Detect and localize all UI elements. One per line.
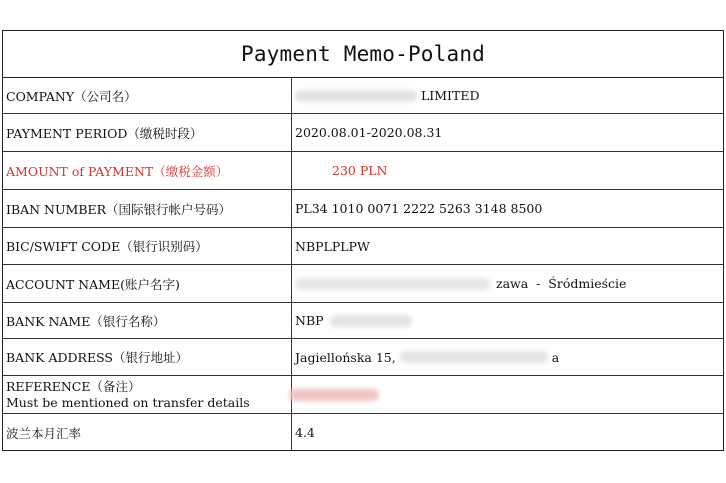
redaction-mark	[289, 389, 379, 401]
row-amount	[3, 152, 723, 190]
label-company: COMPANY（公司名）	[3, 78, 292, 113]
label-reference	[3, 376, 292, 413]
label-iban: IBAN NUMBER（国际银行帐户号码）	[3, 190, 292, 227]
row-reference	[3, 376, 723, 414]
bank-address-end: a	[551, 349, 560, 365]
row-payment-period	[3, 114, 723, 152]
company-value-text: LIMITED	[421, 88, 480, 103]
value-iban: PL34 1010 0071 2222 5263 3148 8500	[295, 201, 543, 216]
row-iban	[3, 190, 723, 228]
label-payment-period: PAYMENT PERIOD（缴税时段）	[3, 114, 292, 151]
value-exchange-rate: 4.4	[295, 425, 315, 440]
row-bank-address	[3, 339, 723, 376]
reference-label-line1: REFERENCE（备注）	[6, 378, 141, 394]
row-account-name	[3, 265, 723, 303]
value-bank-name	[295, 303, 723, 338]
bank-address-start: Jagiellońska 15,	[295, 349, 396, 365]
label-account-name: ACCOUNT NAME(账户名字)	[3, 265, 292, 302]
payment-memo-table	[2, 30, 724, 451]
redaction-mark	[295, 278, 490, 290]
row-exchange-rate	[3, 414, 723, 451]
account-name-text: zawa - Śródmieście	[496, 276, 627, 291]
label-bank-address: BANK ADDRESS（银行地址）	[3, 339, 292, 375]
value-company	[295, 78, 723, 113]
value-amount: 230 PLN	[332, 163, 388, 178]
value-bank-address	[295, 339, 723, 375]
value-bic: NBPLPLPW	[295, 238, 370, 254]
label-bic: BIC/SWIFT CODE（银行识别码）	[3, 228, 292, 264]
label-exchange-rate: 波兰本月汇率	[3, 414, 292, 451]
label-bank-name: BANK NAME（银行名称）	[3, 303, 292, 338]
row-bic	[3, 228, 723, 265]
value-payment-period: 2020.08.01-2020.08.31	[295, 125, 443, 140]
label-amount: AMOUNT of PAYMENT（缴税金额）	[3, 152, 292, 189]
reference-label-line2: Must be mentioned on transfer details	[6, 394, 250, 410]
value-account-name	[295, 265, 723, 302]
redaction-mark	[400, 351, 548, 363]
redaction-mark	[330, 315, 412, 327]
redaction-mark	[295, 90, 417, 102]
row-company	[3, 78, 723, 114]
memo-title: Payment Memo-Poland	[3, 31, 723, 78]
row-bank-name	[3, 303, 723, 339]
bank-name-text: NBP	[295, 313, 324, 328]
value-reference	[295, 376, 723, 413]
